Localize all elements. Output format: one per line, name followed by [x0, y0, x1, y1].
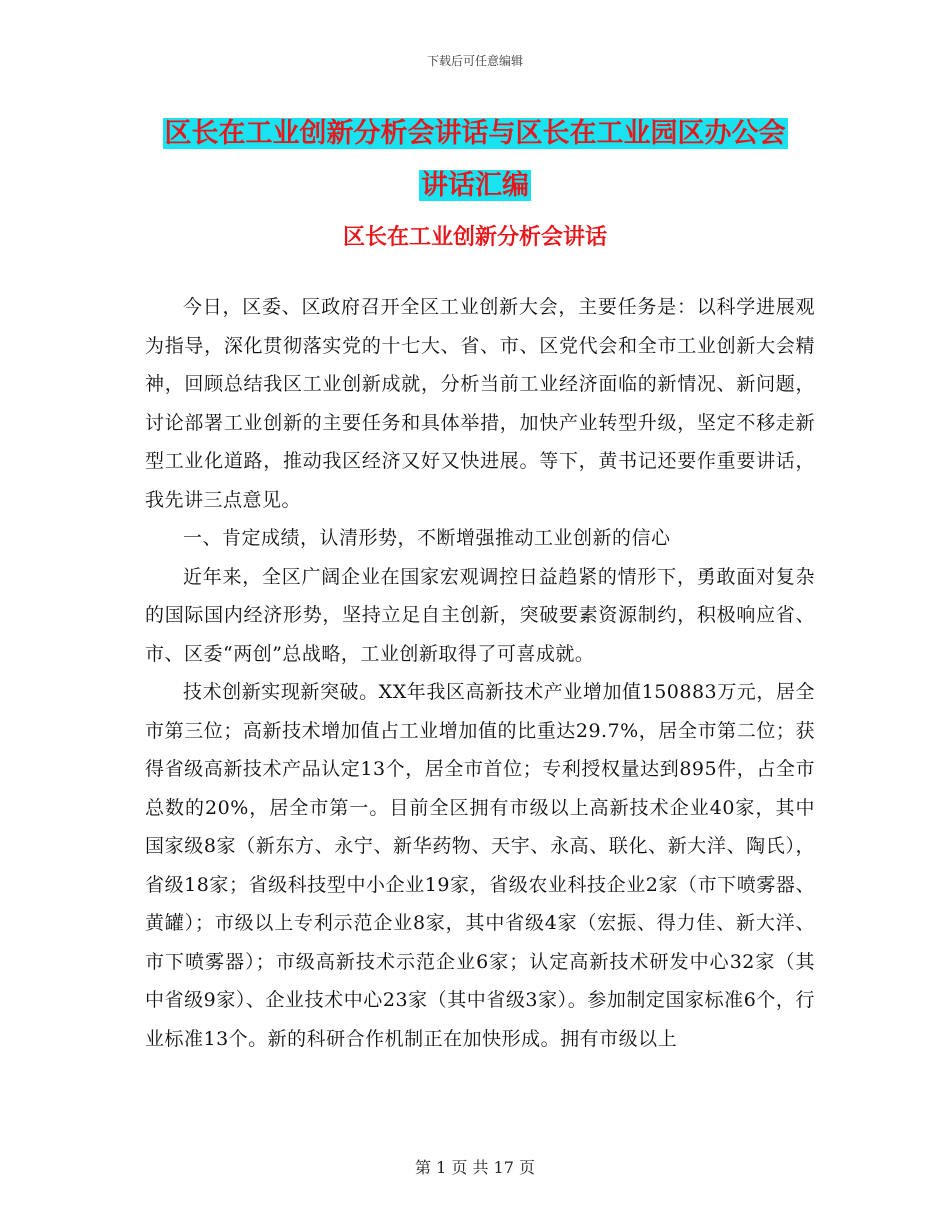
paragraph-heading-1: 一、肯定成绩，认清形势，不断增强推动工业创新的信心	[183, 527, 671, 549]
page-footer: 第 1 页 共 17 页	[415, 1158, 535, 1177]
document-title-line-2: 讲话汇编	[421, 170, 529, 201]
paragraph-intro: 今日，区委、区政府召开全区工业创新大会，主要任务是：以科学进展观为指导，深化贯彻落实党的十七大、省、市、区党代会和全市工业创新大会精神，回顾总结我区工业创新成就，分析当前工业经济面临的新情况、新问题，讨论部署工业创新的主要任务和具体举措，加快产业转型升级，坚定不移走新型工业化道路，推动我区经济又好又快进展。等下，黄书记还要作重要讲话，我先讲三点意见。	[145, 296, 815, 511]
document-body	[145, 288, 815, 1058]
document-title	[0, 108, 950, 212]
document-title-line-1: 区长在工业创新分析会讲话与区长在工业园区办公会	[164, 118, 786, 149]
section-title: 区长在工业创新分析会讲话	[342, 225, 607, 250]
page-header-note: 下载后可任意编辑	[426, 54, 523, 68]
paragraph-achievements: 近年来，全区广阔企业在国家宏观调控日益趋紧的情形下，勇敢面对复杂的国际国内经济形势，坚持立足自主创新，突破要素资源制约，积极响应省、市、区委“两创”总战略，工业创新取得了可喜成就。	[145, 565, 815, 665]
paragraph-tech-innovation: 技术创新实现新突破。XX年我区高新技术产业增加值150883万元，居全市第三位；高新技术增加值占工业增加值的比重达29.7%，居全市第二位；获得省级高新技术产品认定13个，居全市首位；专利授权量达到895件，占全市总数的20%，居全市第一。目前全区拥有市级以上高新技术企业40家，其中国家级8家（新东方、永宁、新华药物、天宇、永高、联化、新大洋、陶氏），省级18家；省级科技型中小企业19家，省级农业科技企业2家（市下喷雾器、黄罐）；市级以上专利示范企业8家，其中省级4家（宏振、得力佳、新大洋、市下喷雾器）；市级高新技术示范企业6家；认定高新技术研发中心32家（其中省级9家）、企业技术中心23家（其中省级3家）。参加制定国家标准6个，行业标准13个。新的科研合作机制正在加快形成。拥有市级以上	[145, 681, 815, 1050]
